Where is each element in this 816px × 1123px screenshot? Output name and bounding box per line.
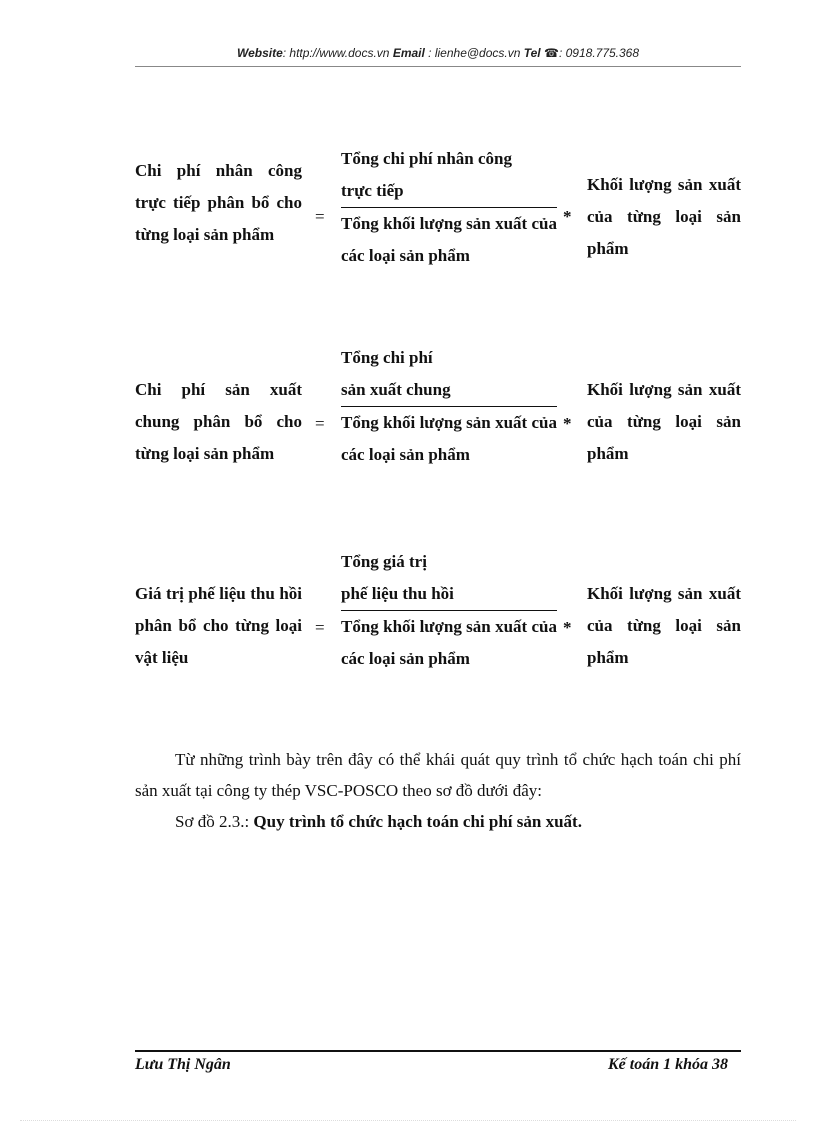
phone-icon: ☎ xyxy=(544,46,559,60)
formula-left-term: Giá trị phế liệu thu hồi phân bổ cho từng loại vật liệu xyxy=(135,584,302,667)
formula-right-term: Khối lượng sản xuất của từng loại sản phẩm xyxy=(587,380,741,463)
denominator: Tổng khối lượng sản xuất của các loại sản phẩm xyxy=(341,413,557,464)
fraction xyxy=(341,546,557,675)
formula-left-term: Chi phí sản xuất chung phân bổ cho từng loại sản phẩm xyxy=(135,380,302,463)
numerator-line-2: phế liệu thu hồi xyxy=(341,584,454,603)
fraction xyxy=(341,143,557,272)
numerator-line-2: sản xuất chung xyxy=(341,380,451,399)
equals-sign: = xyxy=(315,618,325,637)
multiply-sign: * xyxy=(563,618,572,637)
numerator-line-1: Tổng giá trị xyxy=(341,552,427,571)
header-divider xyxy=(135,66,741,67)
summary-paragraph: Từ những trình bày trên đây có thể khái quát quy trình tổ chức hạch toán chi phí sản xuất tại công ty thép VSC-POSCO theo sơ đồ dưới đây: xyxy=(135,750,741,800)
denominator: Tổng khối lượng sản xuất của các loại sản phẩm xyxy=(341,214,557,265)
email-value[interactable]: : lienhe@docs.vn xyxy=(428,46,521,60)
numerator-line-1: Tổng chi phí nhân công xyxy=(341,149,513,168)
caption-prefix: Sơ đồ 2.3.: xyxy=(175,812,254,831)
page-bottom-border xyxy=(20,1120,796,1121)
diagram-caption xyxy=(135,806,741,837)
website-label: Website xyxy=(236,46,283,60)
footer-author: Lưu Thị Ngân xyxy=(135,1056,231,1073)
formula-left-term: Chi phí nhân công trực tiếp phân bổ cho từng loại sản phẩm xyxy=(135,161,302,244)
footer-class: Kế toán 1 khóa 38 xyxy=(607,1056,728,1073)
tel-value: : 0918.775.368 xyxy=(558,46,640,60)
tel-label: Tel xyxy=(523,46,541,60)
numerator-line-1: Tổng chi phí xyxy=(341,348,433,367)
footer-divider xyxy=(135,1050,741,1052)
formula-right-term: Khối lượng sản xuất của từng loại sản phẩm xyxy=(587,175,741,258)
equals-sign: = xyxy=(315,414,325,433)
body-text xyxy=(135,744,741,837)
caption-title: Quy trình tổ chức hạch toán chi phí sản xuất. xyxy=(253,812,582,831)
denominator: Tổng khối lượng sản xuất của các loại sản phẩm xyxy=(341,617,557,668)
multiply-sign: * xyxy=(563,414,572,433)
equals-sign: = xyxy=(315,207,325,226)
multiply-sign: * xyxy=(563,207,572,226)
email-label: Email xyxy=(392,46,425,60)
numerator-line-2: trực tiếp xyxy=(341,181,404,200)
page-header xyxy=(135,46,741,60)
website-url[interactable]: : http://www.docs.vn xyxy=(282,46,390,60)
formula-right-term: Khối lượng sản xuất của từng loại sản phẩm xyxy=(587,584,741,667)
fraction xyxy=(341,342,557,471)
